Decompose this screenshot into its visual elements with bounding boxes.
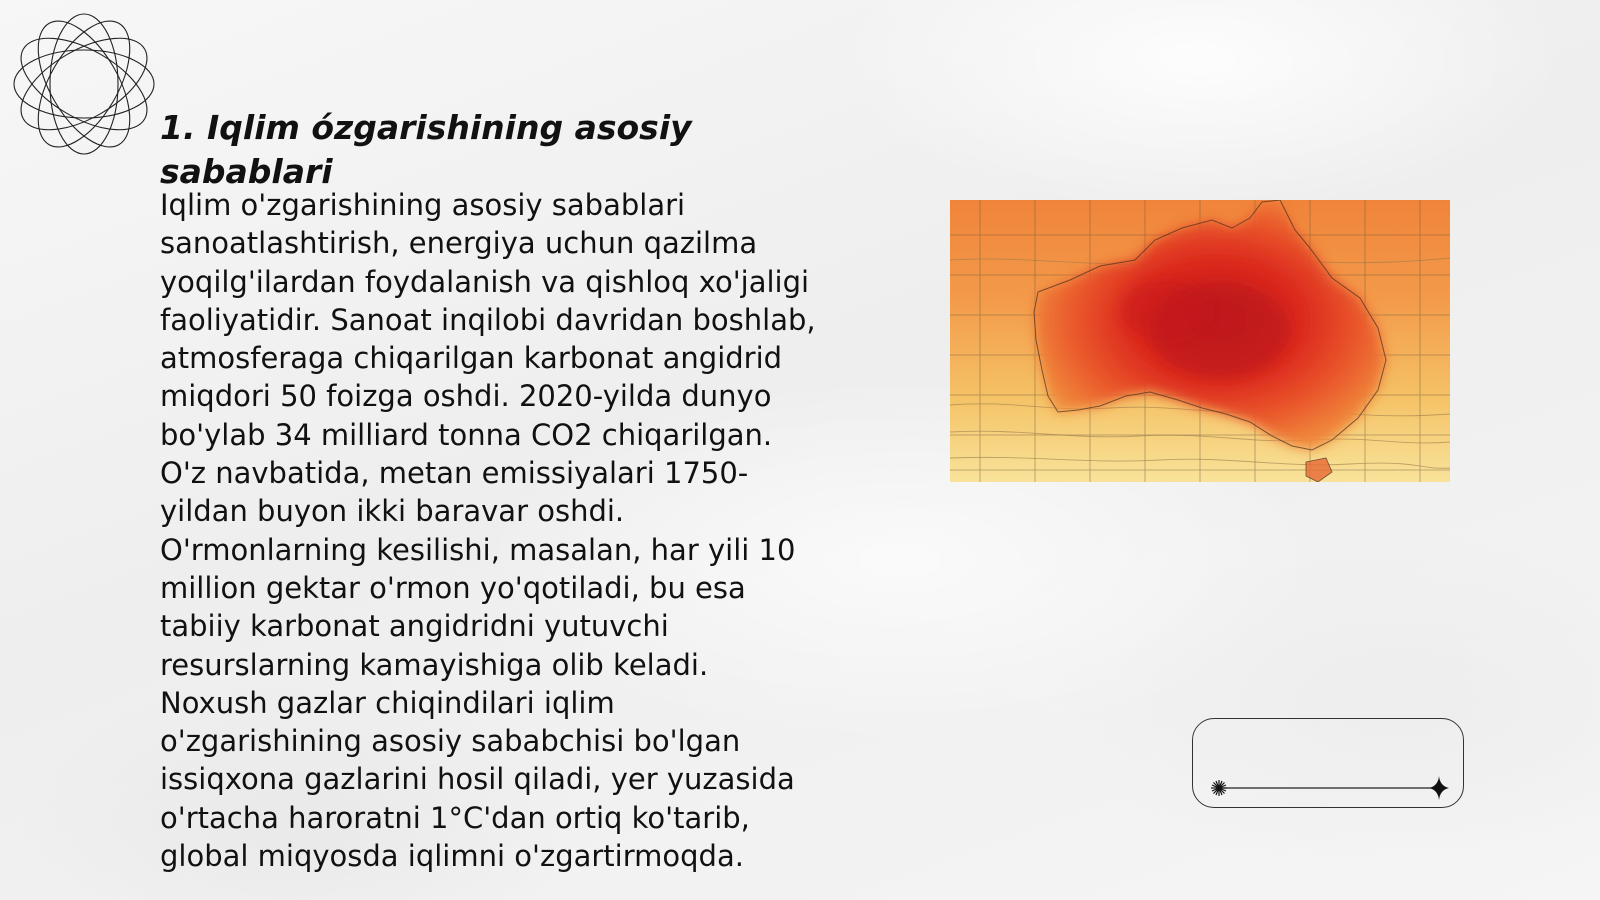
body-line: tabiiy karbonat angidridni yutuvchi [160, 609, 669, 644]
body-line: resurslarning kamayishiga olib keladi. [160, 647, 709, 682]
australia-heat-map-image [950, 200, 1450, 482]
body-line: issiqxona gazlarini hosil qiladi, yer yuzasida [160, 762, 795, 797]
body-line: atmosferaga chiqarilgan karbonat angidrid [160, 341, 783, 376]
body-line: o'rtacha haroratni 1°C'dan ortiq ko'tarib, [160, 800, 750, 835]
body-line: o'zgarishining asosiy sababchisi bo'lgan [160, 724, 741, 759]
body-line: million gektar o'rmon yo'qotiladi, bu esa [160, 570, 746, 605]
body-line: global miqyosda iqlimni o'zgartirmoqda. [160, 839, 744, 874]
sparkle-icon [1429, 776, 1449, 800]
body-line: Iqlim o'zgarishining asosiy sabablari [160, 188, 686, 222]
body-line: sanoatlashtirish, energiya uchun qazilma [160, 226, 758, 261]
slide-title: 1. Iqlim ózgarishining asosiy sabablari [160, 108, 692, 191]
body-line: bo'ylab 34 milliard tonna CO2 chiqarilgan. [160, 417, 773, 452]
circular-rings-ornament-icon [10, 10, 158, 158]
body-line: O'rmonlarning kesilishi, masalan, har yili 10 [160, 532, 796, 567]
body-line: O'z navbatida, metan emissiyalari 1750- [160, 456, 749, 491]
body-line: Noxush gazlar chiqindilari iqlim [160, 685, 615, 720]
caption-box [1192, 718, 1464, 808]
body-line: faoliyatidir. Sanoat inqilobi davridan boshlab, [160, 302, 816, 337]
body-line: yoqilg'ilardan foydalanish va qishloq xo'jaligi [160, 264, 810, 299]
starburst-icon [1211, 780, 1227, 796]
body-line: miqdori 50 foizga oshdi. 2020-yilda dunyo [160, 379, 772, 414]
body-line: yildan buyon ikki baravar oshdi. [160, 494, 625, 529]
body-paragraph [160, 186, 860, 875]
